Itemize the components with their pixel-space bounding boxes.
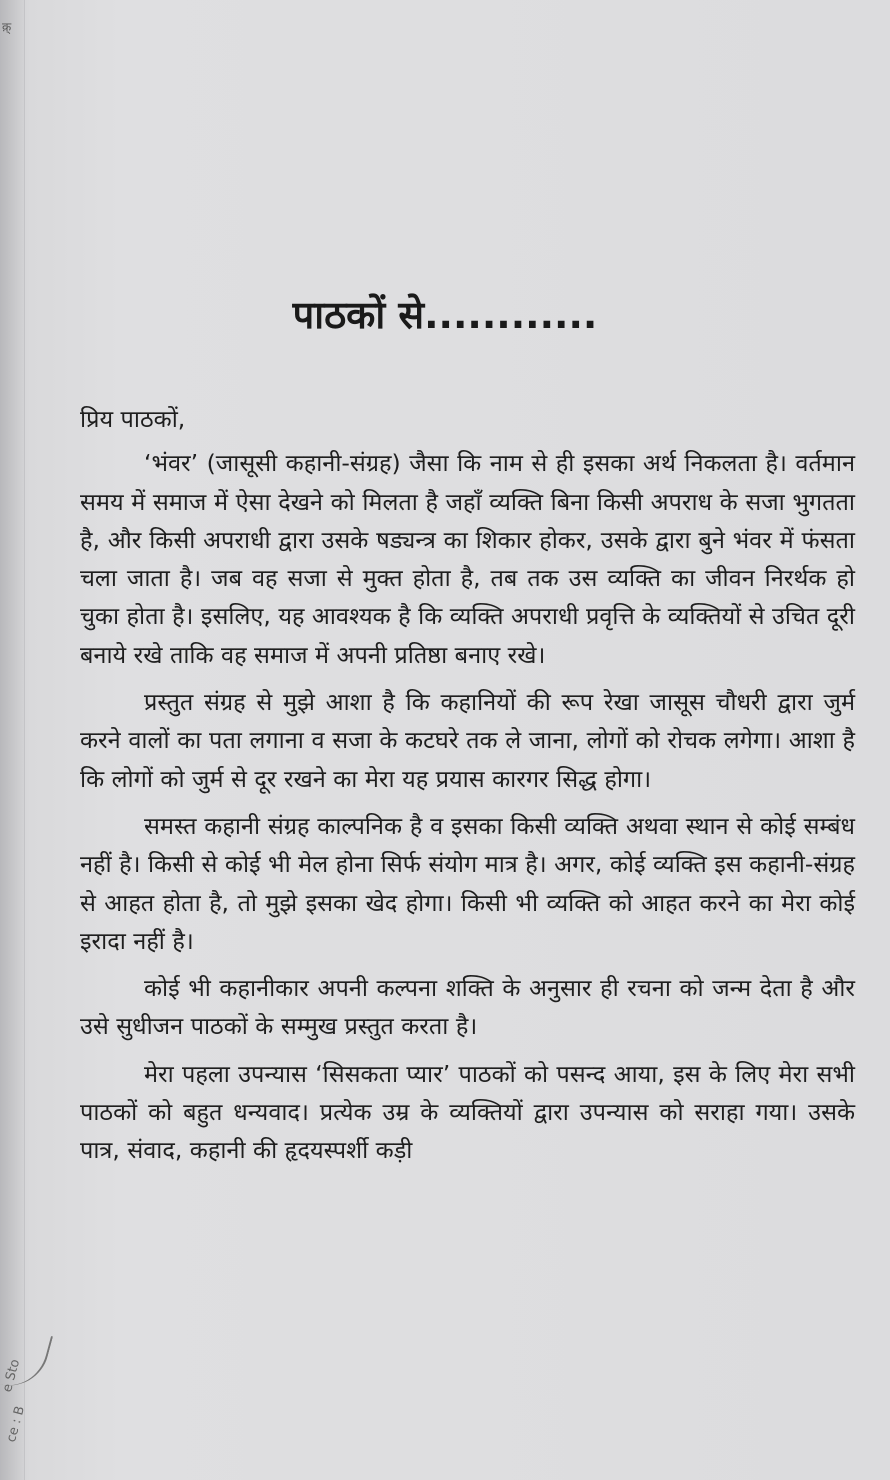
adjacent-page-print	[0, 1330, 40, 1480]
side-print-text-1: e Sto	[0, 1357, 24, 1394]
paragraph-3: समस्त कहानी संग्रह काल्पनिक है व इसका किसी व्यक्ति अथवा स्थान से कोई सम्बंध नहीं है। किसी से कोई भी मेल होना सिर्फ संयोग मात्र है। अगर, कोई व्यक्ति इस कहानी-संग्रह से आहत होता है, तो मुझे इसका खेद होगा। किसी भी व्यक्ति को आहत करने का मेरा कोई इरादा नहीं है।	[80, 811, 855, 955]
side-print-text-2: ce : B	[4, 1404, 28, 1444]
salutation: प्रिय पाठकों,	[80, 405, 186, 433]
paragraph-5: मेरा पहला उपन्यास ‘सिसकता प्यार’ पाठकों को पसन्द आया, इस के लिए मेरा सभी पाठकों को बहुत धन्यवाद। प्रत्येक उम्र के व्यक्तियों द्वारा उपन्यास को सराहा गया। उसके पात्र, संवाद, कहानी की हृदयस्पर्शी कड़ी	[80, 1059, 855, 1165]
paragraph-1: ‘भंवर’ (जासूसी कहानी-संग्रह) जैसा कि नाम से ही इसका अर्थ निकलता है। वर्तमान समय में समाज में ऐसा देखने को मिलता है जहाँ व्यक्ति बिना किसी अपराध के सजा भुगतता है, और किसी अपराधी द्वारा उसके षड्यन्त्र का शिकार होकर, उसके द्वारा बुने भंवर में फंसता चला जाता है। जब वह सजा से मुक्त होता है, तब तक उस व्यक्ति का जीवन निरर्थक हो चुका होता है। इसलिए, यह आवश्यक है कि व्यक्ति अपराधी प्रवृत्ति के व्यक्तियों से उचित दूरी बनाये रखे ताकि वह समाज में अपनी प्रतिष्ठा बनाए रखे।	[80, 449, 855, 669]
corner-mark: क़्	[2, 20, 12, 34]
page-gutter	[0, 0, 25, 1480]
page-heading: पाठकों से............	[292, 293, 598, 337]
body-text	[80, 400, 855, 1170]
paragraph-4: कोई भी कहानीकार अपनी कल्पना शक्ति के अनुसार ही रचना को जन्म देता है और उसे सुधीजन पाठकों के सम्मुख प्रस्तुत करता है।	[80, 974, 855, 1041]
paragraph-2: प्रस्तुत संग्रह से मुझे आशा है कि कहानियों की रूप रेखा जासूस चौधरी द्वारा जुर्म करने वालों का पता लगाना व सजा के कटघरे तक ले जाना, लोगों को रोचक लगेगा। आशा है कि लोगों को जुर्म से दूर रखने का मेरा यह प्रयास कारगर सिद्ध होगा।	[80, 688, 855, 793]
